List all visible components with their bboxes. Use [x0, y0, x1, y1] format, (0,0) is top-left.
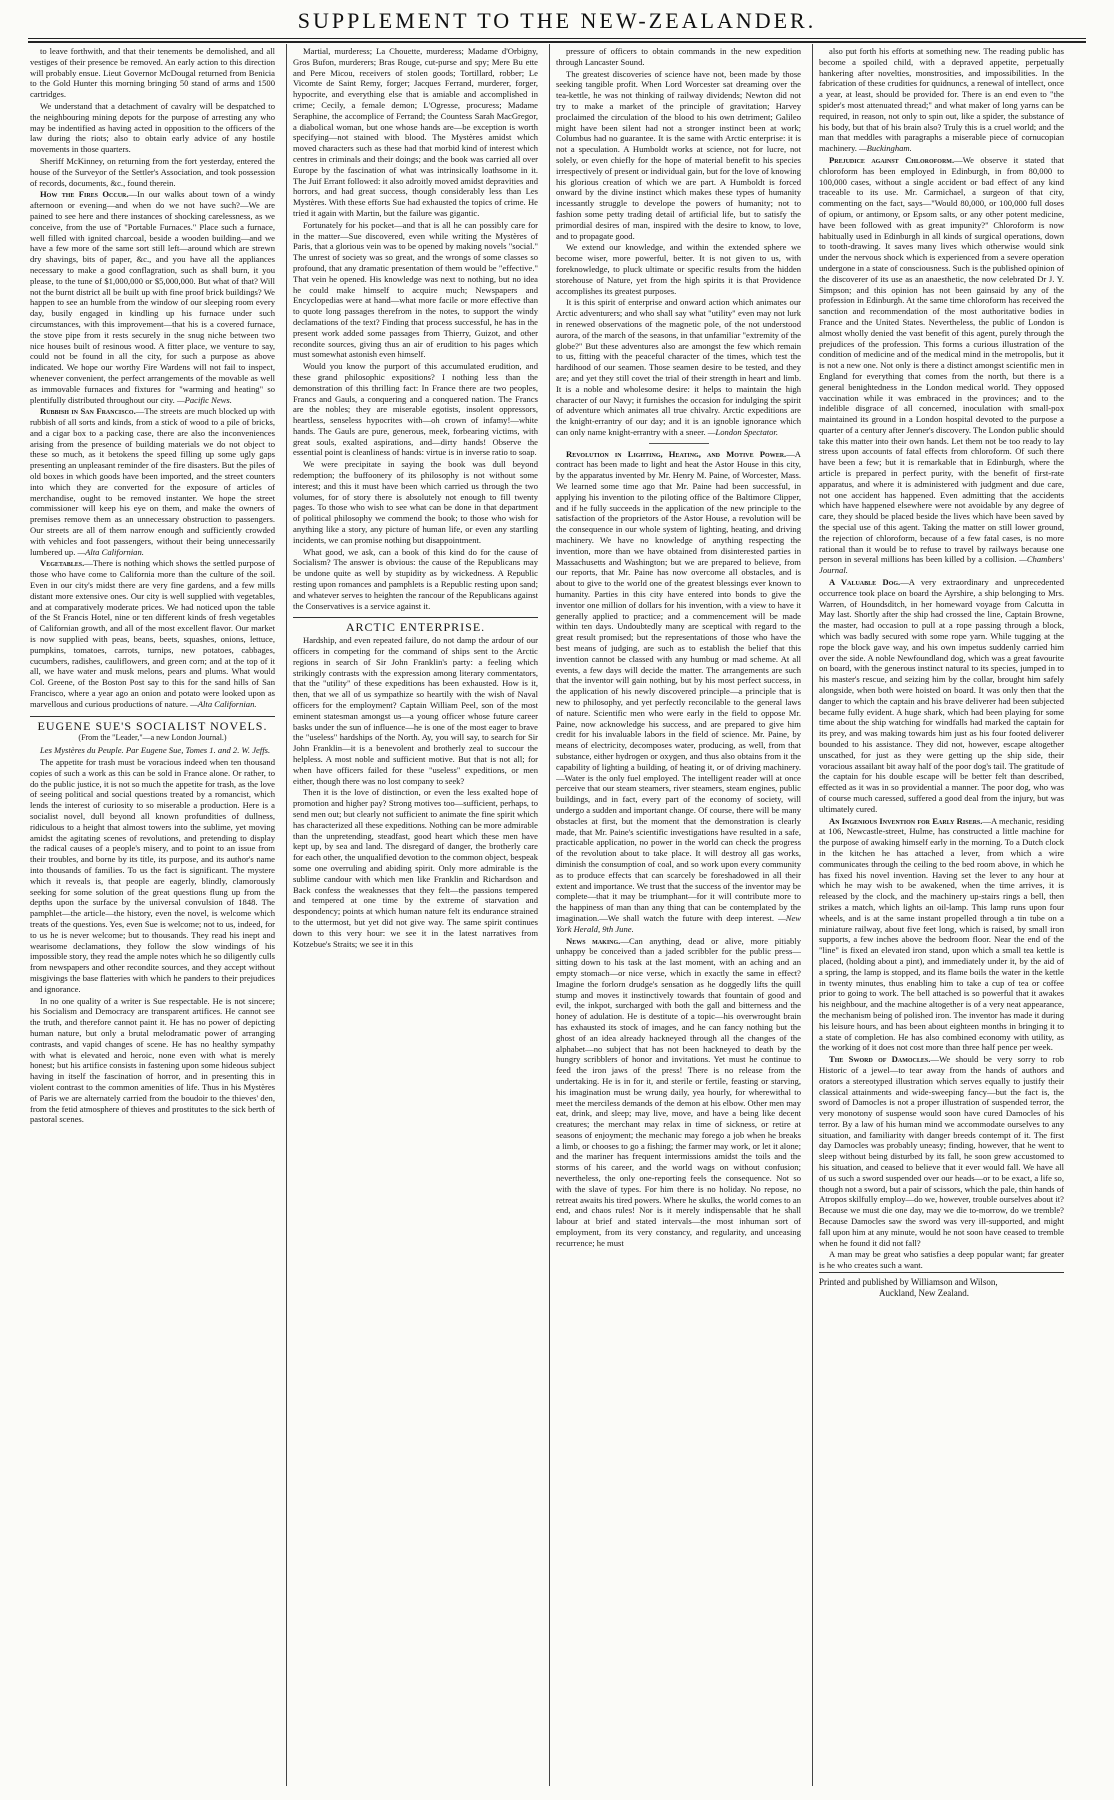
article-body: —Can anything, dead or alive, more pitiably unhappy be conceived than a jaded scribbler for the public press—sitting down to his task at the last moment, with an aching and an empty stomach—or nice verse, which in exactly the same in effect? Imagine the forlorn drudge's sensation as he doggedly lifts the quill stump and moves it instinctively towards that fountain of good and evil, the inkpot, surcharged with both the gall and bitterness and the honey of adulation. He is destitute of a topic—his overwrought brain has exhausted its stock of images, and he can fancy nothing but the ghost of an idea already hackneyed through all the changes of the alphabet—no subject that has not been hackneyed to death by the hungry scribblers of honor and invitations. Yet must he continue to feed the iron jaws of the press! There is no release from the undertaking. He is in for it, and sterile or fertile, feasting or starving, his imagination must be wrung daily, yea hourly, for wherewithal to meet the merciless demands of the demon at his elbow. Other men may eat, drink, and sleep; may live, move, and have a being like decent creatures; the merchant may relax in time of sickness, or retire at seasons of enjoyment; the mechanic may forego a job when he breaks a limb, or chooses to go a fishing; the farmer may work, or let it alone; and the mariner has frequent intermissions amidst the toils and the storms of his career, and the world wags on without confusion; nevertheless, the only one-reporting feels the consequence. Not so with the slave of types. For him there is no holiday. No repose, no retreat awaits his tired powers. Where he skulks, the world comes to an end, and chaos rules! Nor is it merely indispensable that he shall labour at brief and stated intervals—the most inhuman sort of employment, from its very constancy, and regularity, and unceasing recurrence; he must — [556, 935, 801, 1248]
article-separator — [649, 443, 709, 444]
article-paragraph: The greatest discoveries of science have not, been made by those seeking tangible profit. When Lord Worcester sat dreaming over the tea-kettle, he was not thinking of railway dividends; Newton did not try to make a market of the principle of gravitation; Harvey proclaimed the circulation of the blood to his own detriment; Galileo might have been silent had not a stronger instinct been at work; Columbus had no guarantee. It is the same with Arctic enterprise: it is not a speculation. A Humboldt works at science, not for lucre, not solely, or even chiefly for the hope of material benefit to his species irrespectively of present or individual gain, but for the love of knowing his glorious creation of which we are part. A Humboldt is forced onward by the divine instinct which makes these types of humanity incessantly struggle to develope the powers of humanity; not to fashion some petty trading detail of artificial life, but to satisfy the primordial desires of man, inspired with the desire to know, to love, and to propagate good. — [556, 68, 801, 241]
article-source: —Pacific News. — [176, 394, 232, 405]
column-1 — [30, 46, 275, 1784]
article-source: —Buckingham. — [859, 143, 912, 154]
article-dog — [819, 577, 1064, 815]
article-body: —We observe it stated that chloroform has been employed in Edinburgh, in from 80,000 to 100,000 cases, without a single accident or bad effect of any kind traceable to its use. Mr. Carmichael, a surgeon of that city, commenting on the fact, says—"Would 80,000, or 100,000 full doses of opium, or antimony, or Epsom salts, or any other potent medicine, have been followed with as great impunity?" Chloroform is now habitually used in Edinburgh in all kinds of surgical operations, down to tooth-drawing. It saves many lives which otherwise would sink under the nervous shock which is experienced from a severe operation undergone in a state of consciousness. Such is the published opinion of the discoverer of its use as an anaesthetic, the now celebrated Dr J. Y. Simpson; and this opinion has not been gainsaid by any of the profession in Edinburgh. At the same time chloroform has received the sanction and recommendation of the most authoritative bodies in France and the United States. Nevertheless, the public of London is almost wholly denied the vast benefit of this agent, purely through the prejudices of the profession. This forms a curious illustration of the condition of medicine and of the medical mind in the metropolis, but it is not a new one. Not only is there a distinct amongst scientific men in England for everything that comes from the north, but there is a general benightedness in the London medical world. They opposed vaccination while it was embraced in the provinces; and to the indelible disgrace of all concerned, inoculation with small-pox maintained its ground in a London hospital devoted to the purpose a quarter of a century after Jenner's discovery. The London public should take this matter into their own hands. Let them not be too ready to lay stress upon accounts of fatal effects from chloroform. Of such there have been a few; but it is remarkable that in Edinburgh, where the article is prepared in perfect purity, with the benefit of first-rate apparatus, and where it is administered with judgment and due care, not one accident has happened. Even admitting that the accidents which have happened elsewhere were not avoidable by any degree of care, they should be placed beside the lives which have been saved by the special use of this agent. Taking the matter on still lower ground, the rejection of chloroform, because of a few fatal cases, is no more rational than it would be to refuse to travel by railways because one person in several millions has been killed by a collision. — [819, 154, 1064, 565]
article-paragraph: The appetite for trash must be voracious indeed when ten thousand copies of such a work as this can be sold in France alone. Or rather, to do the public justice, it is not so much the appetite for trash, as the love of seeing political and social questions treated by a romancist, which lends the interest of curiosity to so miserable a production. Here is a socialist novel, dull beyond all known profundities of dullness, ridiculous to a height that almost towers into the sublime, yet moving amidst the agitating scenes of revolutions, and pretending to display the radical causes of a people's misery, and to point to an issue from their troubles, and borne by its title, its purpose, and its author's name into thousands of families. To us the fact is significant. The mystere which it reveals is, that people are eagerly, blindly, clamorously seeking for some solution of the great questions flung up from the depths upon the surface by the universal convulsion of 1848. The pamphlet—the article—the history, even the novel, is welcome which treats of the questions. Yes, even Sue is welcome; not to us, indeed, for to us he is never welcome; but to thousands. They read his inept and wearisome declamations, they follow the slow windings of his impossible story, they read the ample notes which he so diligently culls from newspapers and other recondite sources, and they accept without misgivings the base flatteries with which he panders to their prejudices and ignorance. — [30, 757, 275, 994]
article-paragraph: Would you know the purport of this accumulated erudition, and these grand philosophic expositions? I nothing less than the demonstration of this thrilling fact: In France there are two peoples, Francs and Gauls, a conquering and a conquered nation. The Francs are the nobles; they are miserable egotists, insolent oppressors, heartless, senseless hypocrites with—oh crown of infamy!—white hands. The Gauls are pure, generous, meek, forbearing victims, with great souls, exalted aspirations, and—dirty hands! Observe the essential point is cleanliness of hands: virtue is in inverse ratio to soap. — [293, 361, 538, 458]
article-paragraph: We extend our knowledge, and within the extended sphere we become wiser, more powerful, better. It is not given to us, with foreknowledge, to pluck ultimate or specific results from the hidden storehouse of Nature, yet from the high spirits it is that Providence accomplishes its greatest purposes. — [556, 242, 801, 296]
column-divider — [286, 44, 287, 1786]
article-lead: How the Fires Occur. — [40, 189, 129, 200]
article-lead: A Valuable Dog. — [829, 577, 901, 588]
article-early-risers — [819, 816, 1064, 1054]
article-body: also put forth his efforts at something new. The reading public has become a spoiled child, with a depraved appetite, perpetually hankering after novelties, monstrosities, and impossibilities. In the fabrication of these crudities for quidnuncs, a renewal of intellect, once a year, at least, should be provided for. There is an end even to "the spider's most attenuated thread;" and what maker of long yarns can be required, in reason, not only to spin out, like a spider, the substance of his body, but that of his brain also? Truly this is a cruel world; and the man that meddles with paragraphs a miserable piece of cornucopian machinery. — [819, 46, 1064, 154]
article-body: —A contract has been made to light and heat the Astor House in this city, by the apparatus invented by Mr. Henry M. Paine, of Worcester, Mass. We learned some time ago that Mr. Paine had been successful, in applying his invention to the piloting office of the Baltimore Clipper, and if he fully succeeds in the application of the new principle to the satisfaction of the proprietors of the Astor House, a revolution will be the consequence in our whole system of lighting, heating, and driving machinery. We have no knowledge of anything respecting the invention, more than we have obtained from disinterested parties in Massachusetts and Washington; but we are prepared to believe, from our reports, that Mr. Paine has now overcome all obstacles, and is about to give to the world one of the greatest blessings ever known to humanity. Parties in this city have entered into bonds to give the inventor one million of dollars for his invention, with a view to have it generally applied to practice; and a commencement will be made within ten days. Undoubtedly many are sceptical with regard to the great result promised; but the representations of those who have the best means of judging, are such as to establish the belief that this invention cannot be classed with any humbug or mad scheme. At all events, a few days will decide the matter. The arrangements are such that the inventor will gain nothing, but by his most perfect success, in the application of his newly discovered principle—a principle that is new to philosophy, and yet perfectly reconcilable to the general laws of nature. Scientific men who were early in the field to oppose Mr. Paine, now acknowledge his success, and are prepared to give him credit for his invaluable labors in the field of science. Mr. Paine, by means of electricity, decomposes water, producing, as well, from that substance, either hydrogen or oxygen, and thus also obtains from it the capability of lighting a building, of heating it, or of driving machinery.—Water is the only fuel employed. The intelligent reader will at once perceive that our steam steamers, river steamers, steam engines, public buildings, and in fact, every part of the economy of society, will undergo a sudden and important change. Of course, there will be many obstacles at first, but the moment that the demonstration is clearly made, that Mr. Paine's scientific investigations have resulted in a safe, practicable application, no power in the world can check the progress of the revolution about to take place. It will destroy all gas works, diminish the consumption of coal, and so work upon every community as to produce effects that can scarcely be foreshadowed in all their extent and importance. We trust that the success of the inventor may be complete—that it may be triumphant—for it will contribute more to the happiness of man than any thing that can be contemplated by the imagination.—We shall watch the future with deep interest. — [556, 448, 801, 923]
article-lead: Vegetables. — [40, 558, 85, 569]
article-paragraph: A man may be great who satisfies a deep popular want; far greater is he who creates such a want. — [819, 1249, 1064, 1271]
article-damocles — [819, 1054, 1064, 1248]
article-paragraph: Martial, murderess; La Chouette, murderess; Madame d'Orbigny, Gros Bufon, murderers; Bras Rouge, cut-purse and spy; Mere Bu ette and Pere Micou, receivers of stolen goods; Tortillard, robber; Le Vicomte de Saint Remy, forger; Jacques Ferrand, murderer, forger, hypocrite, and everything else that is amiable and accomplished in crime; Cecily, a female demon; L'Ogresse, procuress; Madame Seraphine, the accomplice of Ferrand; the Countess Sarah MacGregor, a diabolical woman, but one whose hands are—be exception is worth specifying—not stained with blood. The Mystères amidst which moved characters such as these had that morbid kind of interest which centres in criminals and their doings; and the book was carried all over Europe by the fascination of what was intrinsically loathsome in it. The Juif Errant followed: it also adroitly moved amidst depravities and horrors, and had great success, though considerably less than Les Mystères. With these efforts Sue had exhausted the topics of crime. He tried it again with Martin, but the failure was gigantic. — [293, 46, 538, 218]
article-lead: Rubbish in San Francisco. — [40, 406, 136, 417]
article-revolution — [556, 449, 801, 935]
article-body: —There is nothing which shows the settled purpose of those who have come to California more than the culture of the soil. Even in our city's midst there are very fine gardens, and a few mills distant more extensive ones. Our city is well supplied with vegetables, and at comparatively moderate prices. We had noticed upon the table of the St Francis Hotel, nine or ten different kinds of fresh vegetables of Californian growth, and all of the most excellent flavor. Our market is now supplied with peas, beans, beets, squashes, onions, lettuce, pumpkins, tomatoes, carrots, turnips, new potatoes, cabbages, cucumbers, radishes, cauliflowers, and green corn; and at the top of it all, we have water and musk melons, pears and plums. What would Col. Greene, of the Boston Post say to this for the sand hills of San Francisco, where a year ago an onion and potato were looked upon as marvellous and curious productions of nature. — [30, 558, 275, 709]
article-chloroform — [819, 155, 1064, 576]
article-fires — [30, 189, 275, 405]
article-paragraph: In no one quality of a writer is Sue respectable. He is not sincere; his Socialism and Democracy are transparent artifices. He cannot see the truth, and therefore cannot paint it. He has no power of depicting human nature, but only a brutal melodramatic power of arranging contrasts, and vapid changes of scene. He has no healthy sympathy with what is elevated and heroic, none even with what is merely honest; but his artifice consists in fastening upon some hideous subject having in itself the fascination of horror, and in presenting this in violent contrast to the common amenities of life. Thus in his Mystères of Paris we are alternately carried from the boudoir to the thieves' den, from the fetid atmosphere of thieves and prostitutes to the sick berth of pastoral scenes. — [30, 995, 275, 1125]
article-body: —We should be very sorry to rob Historic of a jewel—to tear away from the hands of authors and orators a stereotyped illustration which serves equally to justify their classical attainments and wide-sweeping fancy—but the fact is, the sword of Damocles is not a proper illustration of suspended terror, the very monotony of suspense would soon have cured Damocles of his terror. By a law of his human mind we accommodate ourselves to any situation, and familiarity with danger breeds contempt of it. The first day Damocles was probably uneasy; finding, however, that he went to sleep without being disturbed by its fall, he soon grew accustomed to his situation, and ceased to believe that it ever would fall. We have all of us such a sword suspended over our heads—or to be exact, a life so, though not a sword, but a pair of scissors, which the pale, thin hands of Atropos skilfully employ—do we, however, trouble ourselves about it? Because we must die one day, may we die to-morrow, do we tremble? Because Damocles saw the sword was very ill-supported, and might fall upon him at any minute, would he not soon have ceased to tremble when he found it did not fall? — [819, 1054, 1064, 1248]
article-paragraph: Sheriff McKinney, on returning from the fort yesterday, entered the house of the Surveyor of the Settler's Association, and took possession of records, documents, &c., found therein. — [30, 155, 275, 188]
section-source-note: (From the "Leader,"—a new London Journal.) — [78, 733, 227, 743]
section-heading: ARCTIC ENTERPRISE. — [293, 617, 538, 633]
article-rubbish — [30, 406, 275, 557]
article-lead: News making. — [566, 935, 621, 946]
article-source: —Alta Californian. — [77, 546, 144, 557]
article-vegetables — [30, 558, 275, 709]
column-divider — [549, 44, 550, 1786]
masthead-rule — [28, 38, 1086, 39]
article-lead: Revolution in Lighting, Heating, and Motive Power. — [566, 448, 787, 459]
article-body: —In our walks about town of a windy afternoon or evening—and when do we not have such?—We are pained to see here and there instances of shocking carelessness, as we conceive, from the use of "Portable Furnaces." Place such a furnace, well filled with ignited charcoal, beside a wooden building—and we have a few more of the same sort still left—around which are strewn dry shavings, bits of paper, &c., and you have all the appliances necessary to make a good conflagration, such as shall burn, it you please, to the tune of $1,000,000 or $5,000,000. But what of that? Will not the burnt district all be built up with fine proof brick buildings? We happen to see an humble from the window of our sleeping room every day, busily engaged in kindling up his furnace under such circumstances, with this improvement—that his is a covered furnace, the stove pipe from it rests securely in the snug niche between two nice houses built of resinous wood. A fitter place, we venture to say, could not be found in all the city, for such a purpose as above indicated. We hope our worthy Fire Wardens will not fail to inspect, whenever convenient, the perfect arrangements of the movable as well as immovable furnaces and fixtures for "warming and heating" so plentifully distributed throughout our city. — [30, 189, 275, 405]
article-lead: The Sword of Damocles. — [829, 1054, 931, 1065]
column-3 — [556, 46, 801, 1784]
imprint-line: Auckland, New Zealand. — [879, 1287, 969, 1298]
masthead-rule-thick — [28, 41, 1086, 43]
article-body: It is this spirit of enterprise and onward action which animates our Arctic adventurers; and who shall say what "utility" even may not lurk in renewed observations of the magnetic pole, of the not understood aurora, of the march of the seasons, in that unfamiliar "extremity of the globe?" But these adventures also are amongst the few which remain to us, fitting with the peaceful character of the times, which test the hardihood of our seamen. Those seamen desire to be tested, and they are; and yet they still covet the trial of their strength in heart and limb. It is a noble and wholesome desire: it helps to maintain the high character of our Navy; it furnishes the occasion for indulging the spirit of adventure which animates all true chivalry. Arctic expeditions are the knight-errantry of our day; and it is an ignoble ignorance which can only name knight-errantry with a sneer. — [556, 297, 801, 437]
article-paragraph: Hardship, and even repeated failure, do not damp the ardour of our officers in competing for the command of ships sent to the Arctic regions in search of Sir John Franklin's party: a feeling which strikingly contrasts with the expression among literary commentators, that the "utility" of these expeditions has been exhausted. How is it, then, that we all of us sympathize so heartily with the wish of Naval officers for the employment? Captain William Peel, son of the most eminent statesman amongst us—a young officer whose future career basks under the sun of influence—he is one of the most eager to brave the "useless" hardships of the North. Ay, you will say, to search for Sir John Franklin—it is a benevolent and brotherly zeal to succour the helpless. A most noble and sufficient motive. But that is not all; for when have officers failed for these "useless" expeditions, or men either, though there was no lost company to seek? — [293, 635, 538, 786]
article-paragraph: We understand that a detachment of cavalry will be despatched to the neighbouring mining depots for the purpose of arresting any who may be indentified as having acted in opposition to the officers of the law during the riots; also to obtain early advice of any hostile movements in those quarters. — [30, 100, 275, 155]
column-divider — [812, 44, 813, 1786]
book-title: Les Mystères du Peuple. Par Eugene Sue, Tomes 1. and 2. W. Jeffs. — [40, 745, 271, 756]
article-paragraph: Fortunately for his pocket—and that is all he can possibly care for in the matter—Sue discovered, even while writing the Mystères of Paris, that a glorious vein was to be opened by making novels "social." The unrest of society was so great, and the wrongs of some classes so profound, that any dramatic presentation of them would be "effective." That vein he opened. His knowledge was next to nothing, but no idea he could make himself to acquire much; Newspapers and Encyclopedias were at hand—what more facile or more effective than to quote long passages therefrom in the notes, to support the windy declamations of the text? Finding that process successful, he has in the present work added some passages from Thierry, Guizot, and other recondite sources, giving thus an air of erudition to his pages which must somewhat astonish even himself. — [293, 219, 538, 360]
article-paragraph — [819, 46, 1064, 154]
article-news-making — [556, 936, 801, 1249]
column-4 — [819, 46, 1064, 1784]
article-source: —London Spectator. — [707, 426, 778, 437]
article-paragraph: to leave forthwith, and that their tenements be demolished, and all vestiges of their presence be removed. An early action to this direction will probably ensue. Lieut Governor McDougal returned from Benicia to the Gold Hunter this morning bringing 50 stand of arms and 1500 cartridges. — [30, 46, 275, 100]
article-paragraph: We were precipitate in saying the book was dull beyond redemption; the buffoonery of its philosophy is not without some interest; and this it must have been which carried us through the two volumes, for of story there is absolutely not enough to fill twenty pages. To those who wish to see what can be done in that department of political philosophy we commend the book; to those who wish for anything like a story, any picture of human life, or even any startling incidents, we can promise nothing but disappointment. — [293, 459, 538, 545]
article-source: —Chambers' Journal. — [819, 554, 1064, 576]
column-2 — [293, 46, 538, 1784]
article-lead: Prejudice against Chloroform. — [829, 154, 955, 165]
article-body: —A mechanic, residing at 106, Newcastle-street, Hulme, has constructed a little machine for the purpose of awaking himself early in the morning. To a Dutch clock in the kitchen he has attached a lever, from which a wire communicates through the ceiling to the bed room above, in which he has fixed his novel invention. Having set the lever to any hour at which he may wish to be awakened, when the time arrives, it is released by the clock, and the machinery up-stairs rings a bell, then strikes a match, which lights an oil-lamp. This lamp runs upon four wheels, and is at the same instant propelled through a tin tube on a miniature railway, about five feet long, which is raised, by small iron supports, a few inches above the bedroom floor. Near the end of the "line" is fixed an elevated iron stand, upon which a small tea kettle is placed, (holding about a pint), and immediately under it, by the aid of a spring, the lamp is stopped, and its flame boils the water in the kettle in twenty minutes, thus enabling him to take a cup of tea or coffee prior to going to work. The bell attached is so powerful that it awakes his neighbour, and the machine altogether is of a very neat appearance, the mechanism being of polished iron. The inventor has made it during his leisure hours, and has been about eighteen months in bringing it to a state of completion. He has also combined economy with utility, as the working of it does not cost more than three half pence per week. — [819, 815, 1064, 1053]
article-body: —A very extraordinary and unprecedented occurrence took place on board the Ayrshire, a ship belonging to Mrs. Warren, of Houndsditch, in her homeward voyage from Calcutta in May last. Shortly after the ship had crossed the line, Captain Browne, the master, had occasion to pull at a rope passing through a block, which was badly secured with some rope yarn. While tugging at the rope the block gave way, and his own impetus suddenly carried him over the side. A noble Newfoundland dog, which was a great favourite on board, with the generous instinct natural to its species, jumped in to his master's rescue, and seizing him by the collar, brought him safely alongside, when both were hoisted on board. It was only then that the danger to which the captain and his brave deliverer had been subjected became fully evident. A huge shark, which had been playing for some time about the ship watching for windfalls had marked the captain for its prey, and was making towards him just as his four footed deliverer bounded to his assistance. They did not, however, escape altogether unscathed, for just as they were getting up the ship side, their voracious assailant bit away half of the poor dog's tail. The gratitude of the captain for his double escape will be better felt than described, effected as it was in so providential a manner. The poor dog, who was of course much caressed, suffered a good deal from the injury, but was ultimately cured. — [819, 577, 1064, 814]
article-paragraph: What good, we ask, can a book of this kind do for the cause of Socialism? The answer is obvious: the cause of the Republicans may be undone quite as well by stupidity as by wickedness. A Republic resting upon romances and pamphlets is a Republic resting upon sand; and whatever serves to heighten the rancour of the Republicans against the Conservatives is a service against it. — [293, 546, 538, 611]
masthead-title: SUPPLEMENT TO THE NEW-ZEALANDER. — [297, 8, 817, 33]
article-source: —Alta Californian. — [190, 698, 257, 709]
article-paragraph: pressure of officers to obtain commands in the new expedition through Lancaster Sound. — [556, 46, 801, 67]
article-lead: An Ingenious Invention for Early Risers. — [829, 815, 983, 826]
article-body: —The streets are much blocked up with rubbish of all sorts and kinds, from a stick of wood to a pile of bricks, and a cigar box to a packing case, there are also the inconveniences arising from the presence of building materials we do not object to these so much, as it betokens the speed filling up some ugly gaps presenting an unpleasant reminder of the fire disasters. But the piles of old boxes in which goods have been imported, and the street counters into which they are converted for the exposure of articles of merchandise, ought to be removed instanter. We hope the street commissioner will keep his eye on them, and make the owners of premises remove them as an unnecessary obstruction to passengers. Our streets are all of them narrow enough and sufficiently crowded with vehicles and foot passengers, without their being unnecessarily lumbered up. — [30, 406, 275, 557]
article-paragraph — [556, 297, 801, 437]
printer-imprint — [819, 1272, 1064, 1299]
section-heading: EUGENE SUE'S SOCIALIST NOVELS. — [30, 716, 275, 732]
article-paragraph: Then it is the love of distinction, or even the less exalted hope of promotion and higher pay? Strong motives too—sufficient, perhaps, to send men out; but clearly not sufficient to animate the fine spirit which has characterized all these expeditions. Nothing can be more admirable than the unpretending, steadfast, good heart which these men have kept up, by sea and land. The disregard of danger, the brotherly care for each other, the unqualified devotion to the common object, bespeak some one overruling and abiding spirit. Only more admirable is the sublime candour with which men like Franklin and Richardson and Back confess the weaknesses that they felt—the passions tempered and tempered at one time by the extreme of starvation and despondency; points at which human nature felt its endurance strained to the uttermost, but yet did not give way. The same spirit continues down to this very hour: we see it in the latest narratives from Kotzebue's Straits; we see it in this — [293, 787, 538, 949]
imprint-line: Printed and published by Williamson and Wilson, — [819, 1277, 998, 1288]
article-source: —New York Herald, 9th June. — [556, 912, 801, 934]
